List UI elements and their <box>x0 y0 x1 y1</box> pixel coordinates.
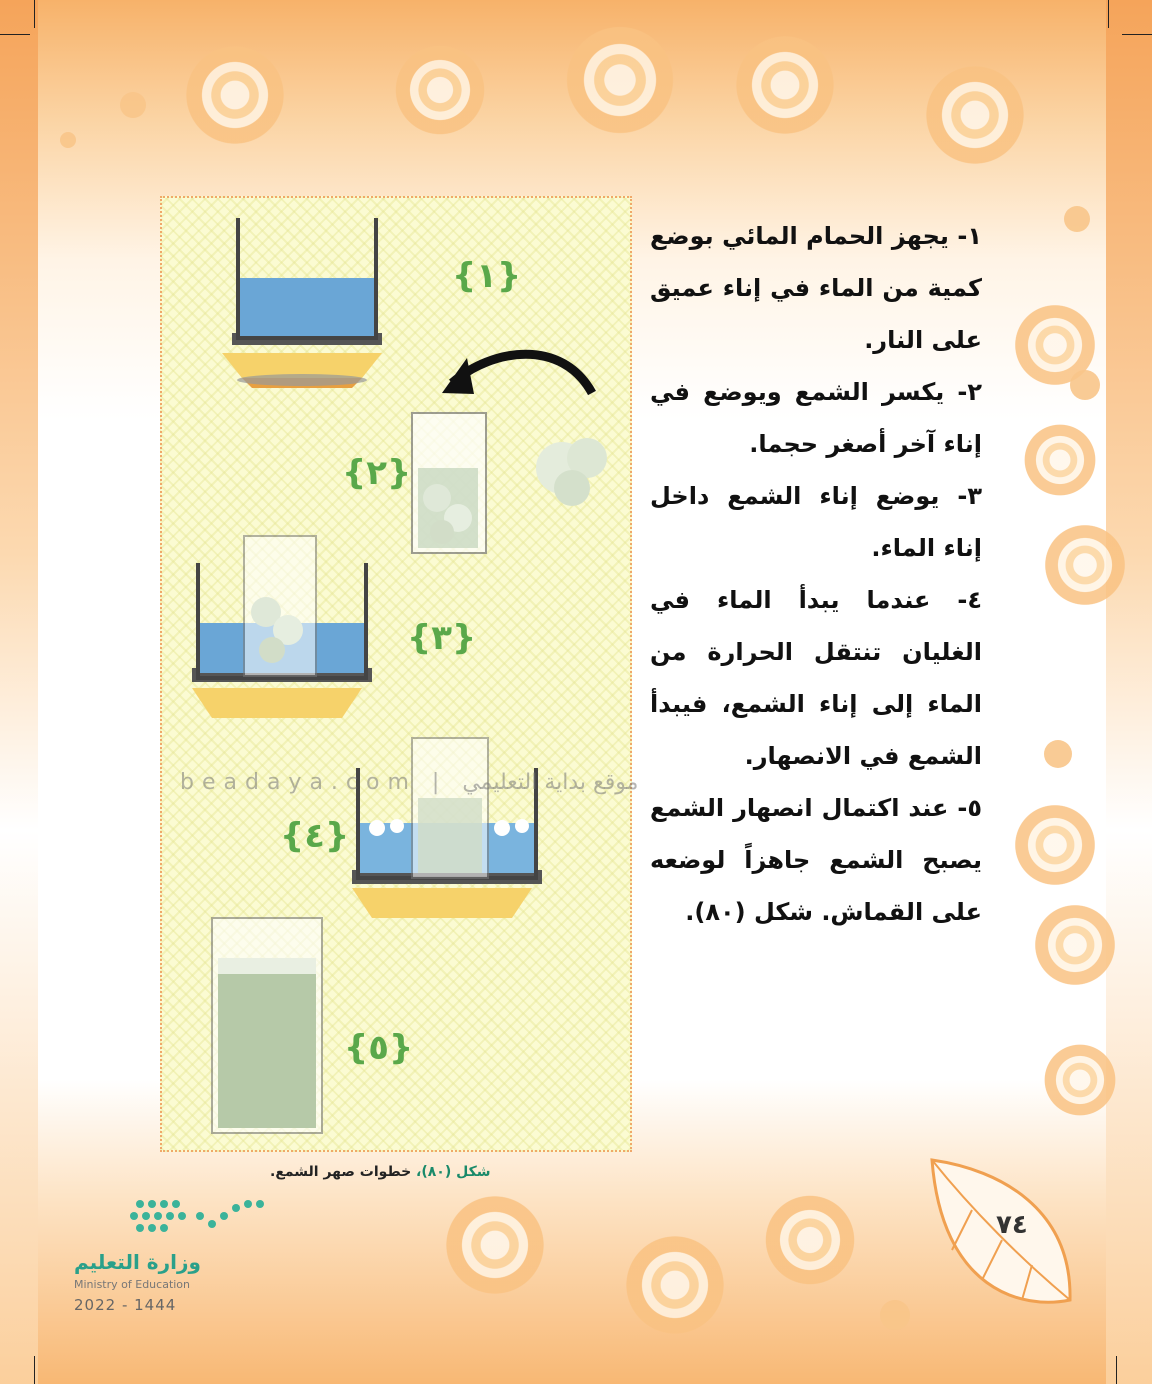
crop-mark <box>1108 0 1109 28</box>
flower-ornament <box>760 1190 860 1290</box>
dot-ornament <box>1064 206 1090 232</box>
flower-ornament <box>560 20 680 140</box>
figure-80-panel <box>160 196 632 1152</box>
ministry-dots-icon <box>70 1196 270 1246</box>
flower-ornament <box>180 40 290 150</box>
flower-ornament <box>1020 420 1100 500</box>
dot-ornament <box>1044 740 1072 768</box>
figure-label-3: {٣} <box>407 618 477 658</box>
step-5-text: ٥- عند اكتمال انصهار الشمع يصبح الشمع جاهزاً لوضعه على القماش. شكل (٨٠). <box>650 794 982 926</box>
figure-label-5: {٥} <box>344 1028 414 1068</box>
crop-mark <box>1122 34 1152 35</box>
ministry-name-en: Ministry of Education <box>74 1278 191 1291</box>
dot-ornament <box>120 92 146 118</box>
flower-ornament <box>1040 520 1130 610</box>
dot-ornament <box>880 1300 910 1330</box>
step1-water-pot <box>222 218 382 388</box>
flower-ornament <box>1040 1040 1120 1120</box>
step4-boiling-pot <box>352 738 542 918</box>
step-2-text: ٢- يكسر الشمع ويوضع في إناء آخر أصغر حجما. <box>650 378 982 458</box>
flower-ornament <box>1010 800 1100 890</box>
crop-mark <box>0 34 30 35</box>
caption-label: شكل (٨٠)، <box>416 1164 491 1180</box>
flower-ornament <box>440 1190 550 1300</box>
wax-melting-illustration <box>162 198 634 1154</box>
step2-wax-beaker <box>412 413 607 553</box>
flower-ornament <box>390 40 490 140</box>
step-1-text: ١- يجهز الحمام المائي بوضع كمية من الماء في إناء عميق على النار. <box>650 222 982 354</box>
site-watermark: beadaya.com | موقع بداية التعليمي <box>180 770 639 795</box>
flower-ornament <box>1030 900 1120 990</box>
right-border-band <box>1106 0 1152 1384</box>
figure-label-4: {٤} <box>280 816 350 856</box>
page-number: ٧٤ <box>996 1210 1028 1240</box>
flower-ornament <box>620 1230 730 1340</box>
figure-label-2: {٢} <box>342 453 412 493</box>
flower-ornament <box>920 60 1030 170</box>
figure-label-1: {١} <box>452 256 522 296</box>
instructions-column <box>650 210 982 938</box>
dot-ornament <box>1070 370 1100 400</box>
caption-text: خطوات صهر الشمع. <box>270 1164 412 1180</box>
step5-melted-wax <box>212 918 322 1133</box>
step-3-text: ٣- يوضع إناء الشمع داخل إناء الماء. <box>650 482 982 562</box>
crop-mark <box>34 1356 35 1384</box>
ministry-name-ar: وزارة التعليم <box>74 1250 201 1274</box>
step3-beaker-in-pot <box>192 536 372 718</box>
crop-mark <box>1116 1356 1117 1384</box>
step-4-text: ٤- عندما يبدأ الماء في الغليان تنتقل الحرارة من الماء إلى إناء الشمع، فيبدأ الشمع في الانصهار. <box>650 586 982 770</box>
ministry-logo <box>70 1196 280 1316</box>
left-border-band <box>0 0 38 1384</box>
flower-ornament <box>730 30 840 140</box>
figure-caption <box>270 1164 491 1180</box>
ministry-year: 2022 - 1444 <box>74 1296 177 1314</box>
crop-mark <box>34 0 35 28</box>
dot-ornament <box>60 132 76 148</box>
